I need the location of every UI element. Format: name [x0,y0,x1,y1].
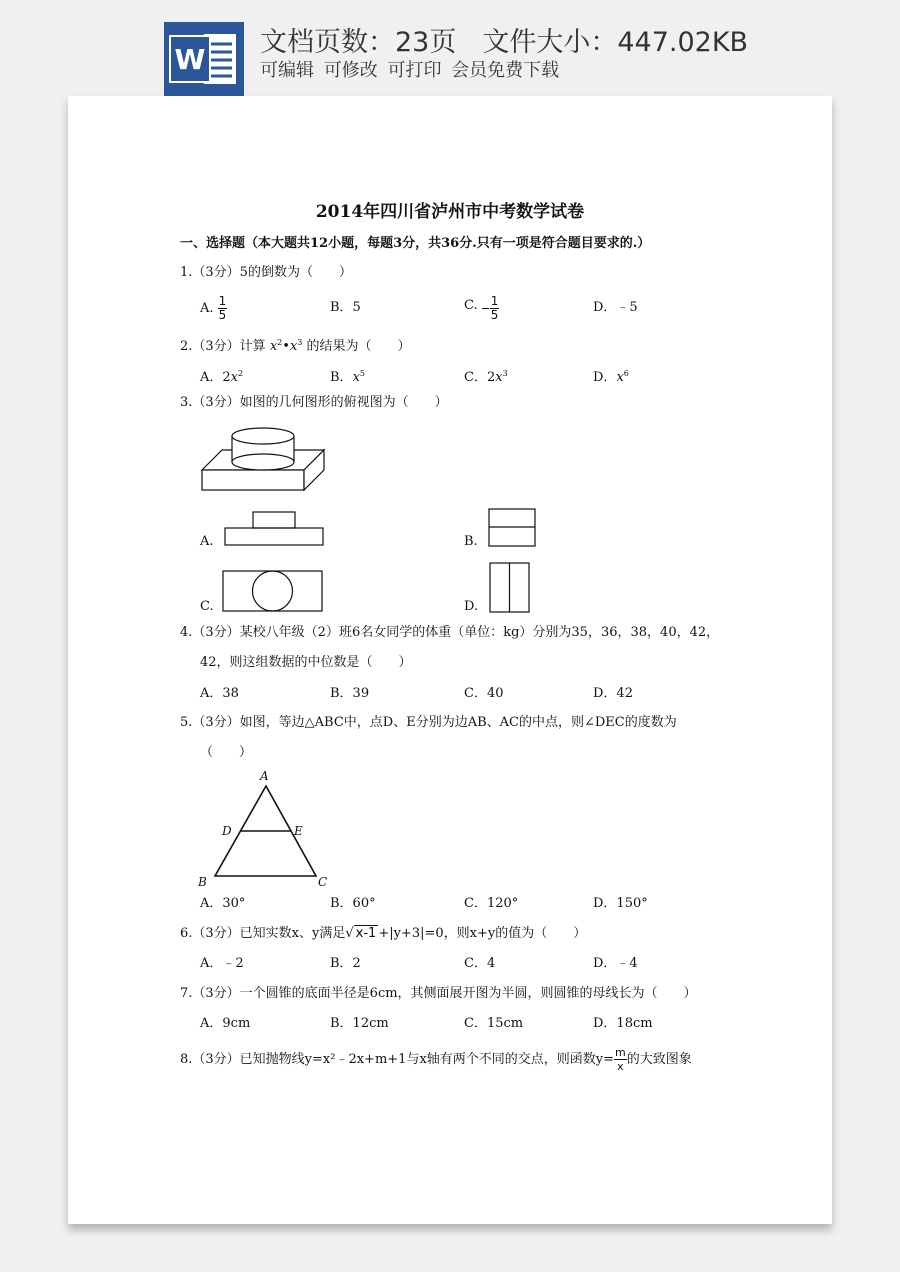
q6-option-d: D．﹣4 [593,956,638,971]
section-heading: 一、选择题（本大题共12小题，每题3分，共36分.只有一项是符合题目要求的.） [180,236,651,251]
q6-option-c: C．4 [464,956,496,971]
question-4-line2: 42，则这组数据的中位数是（ ） [200,655,412,670]
q5-option-a: A．30° [200,896,246,911]
question-8-stem: 8.（3分）已知抛物线y=x²﹣2x+m+1与x轴有两个不同的交点，则函数y= $\frac{m}{x}$ 的大致图象 [180,1046,692,1073]
q3-option-c-figure [222,569,324,613]
document-page [68,96,832,1224]
question-2-stem: 2.（3分）计算 $x^2•x^3$ 的结果为（ ） [180,338,411,354]
q7-option-a: A．9cm [200,1016,251,1031]
q3-option-d-label: D. [464,599,479,614]
q4-option-d: D．42 [593,686,633,701]
q3-option-a-label: A. [200,534,214,549]
page-count: 文档页数：23页 [260,27,457,58]
question-1-stem: 1.（3分）5的倒数为（ ） [180,265,352,280]
q3-option-c-label: C. [200,599,214,614]
point-d-label: D [222,824,232,838]
q1-option-d: D．﹣5 [593,300,638,315]
q5-triangle-figure [198,768,338,892]
q7-option-c: C．15cm [464,1016,524,1031]
q4-option-c: C．40 [464,686,504,701]
q4-option-a: A．38 [200,686,239,701]
feature-list: 可编辑 可修改 可打印 会员免费下载 [260,60,560,81]
file-size: 文件大小：447.02KB [482,27,749,58]
q3-option-b-figure [488,508,536,548]
question-6-stem: 6.（3分）已知实数x、y满足√ x-1 +|y+3|=0，则x+y的值为（ ） [180,926,587,941]
q2-option-a: A．$2x^2$ [200,369,244,385]
q1-option-c: C. $\frac{1}{5}$ [464,294,499,322]
question-3-stem: 3.（3分）如图的几何图形的俯视图为（ ） [180,395,448,410]
header-banner [0,0,900,96]
question-5-line1: 5.（3分）如图，等边△ABC中，点D、E分别为边AB、AC的中点，则∠DEC的度数为 [180,715,677,730]
q3-option-a-figure [224,511,324,547]
q3-option-b-label: B. [464,534,478,549]
question-4-line1: 4.（3分）某校八年级（2）班6名女同学的体重（单位：kg）分别为35，36，38，40，42， [180,625,720,640]
q6-option-a: A．﹣2 [200,956,244,971]
vertex-c-label: C [318,875,328,889]
q5-option-c: C．120° [464,896,519,911]
q7-option-d: D．18cm [593,1016,653,1031]
q1-option-a: A. $\frac{1}{5}$ [200,294,227,322]
word-document-icon [164,22,244,96]
q5-option-d: D．150° [593,896,648,911]
question-7-stem: 7.（3分）一个圆锥的底面半径是6cm，其侧面展开图为半圆，则圆锥的母线长为（ ） [180,986,697,1001]
q7-option-b: B．12cm [330,1016,389,1031]
vertex-b-label: B [198,875,207,889]
q2-option-b: B．$x^5$ [330,369,365,385]
q2-option-c: C．$2x^3$ [464,369,508,385]
q6-option-b: B．2 [330,956,361,971]
vertex-a-label: A [260,769,269,783]
q3-solid-figure [202,426,326,492]
icon-letter: W [174,43,206,76]
question-5-line2: （ ） [200,745,253,760]
file-info [260,20,748,59]
q4-option-b: B．39 [330,686,370,701]
q1-option-b: B．5 [330,300,361,315]
point-e-label: E [294,824,303,838]
q3-option-d-figure [488,562,532,614]
q2-option-d: D．$x^6$ [593,369,629,385]
document-title: 2014年四川省泸州市中考数学试卷 [315,202,585,222]
q5-option-b: B．60° [330,896,376,911]
